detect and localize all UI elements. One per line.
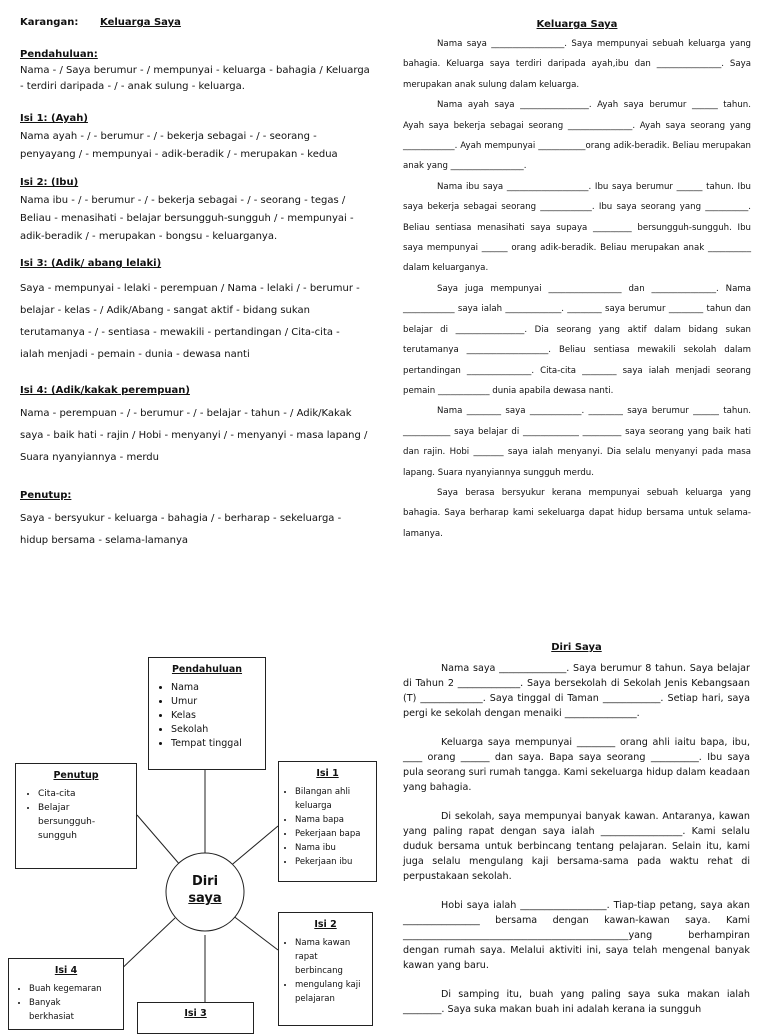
list-item: • Sekolah [171, 723, 265, 737]
story-paragraph: Nama ibu saya ___________________. Ibu saya berumur ______ tahun. Ibu saya bekerja sebagai seorang ____________. Ibu saya seorang yang __________. Beliau sentiasa menasihati saya supaya _________ bersungguh-sungguh. Ibu saya mempunyai ______ orang adik-beradik. Beliau merupakan anak __________ dalam keluarganya. [403, 181, 751, 274]
section-line: Suara nyanyiannya - merdu [20, 452, 159, 463]
box-penutup [15, 763, 137, 869]
box-list [279, 785, 376, 869]
story-paragraph: Nama saya _________________. Saya mempunyai sebuah keluarga yang bahagia. Keluarga saya terdiri daripada ayah,ibu dan _______________. Saya merupakan anak sulung dalam keluarga. [403, 39, 751, 90]
box-title: Pendahuluan [171, 664, 243, 675]
section-line: saya - baik hati - rajin / Hobi - menyanyi / - menyanyi - masa lapang / [20, 430, 368, 441]
section-heading: Isi 2: (Ibu) [20, 177, 79, 188]
story-paragraph: Di sekolah, saya mempunyai banyak kawan. Antaranya, kawan yang paling rapat dengan saya ialah _________________. Kami selalu duduk bersama untuk berbincang tentang pelajaran. Selain itu, kami juga selalu mengulang kaji bersama-sama pada waktu rehat di perpustakaan sekolah. [403, 811, 750, 882]
box-isi3 [137, 1002, 254, 1034]
section-line: Nama ayah - / - berumur - / - bekerja sebagai - / - seorang - [20, 131, 317, 142]
section-line: hidup bersama - selama-lamanya [20, 535, 189, 546]
box-list [16, 787, 136, 843]
story-title: Diri Saya [551, 642, 602, 653]
list-item: • Nama [171, 681, 265, 695]
section-heading: Pendahuluan: [20, 49, 98, 60]
connector-line [115, 918, 175, 975]
connector-line [137, 815, 181, 866]
story-paragraph: Nama saya ______________. Saya berumur 8 tahun. Saya belajar di Tahun 2 _____________. Saya bersekolah di Sekolah Jenis Kebangsaan (T) _____________. Saya tinggal di Taman ____________. Setiap hari, saya pergi ke sekolah dengan menaiki _______________. [403, 663, 750, 719]
story-title: Keluarga Saya [536, 19, 618, 30]
section-line: penyayang / - mempunyai - adik-beradik / - merupakan - kedua [20, 149, 338, 160]
box-title: Isi 2 [314, 919, 337, 930]
box-title: Isi 3 [184, 1008, 207, 1019]
karangan-label: Karangan: [20, 17, 79, 28]
connector-line [228, 826, 278, 868]
story-paragraph: Nama ayah saya ________________. Ayah saya berumur ______ tahun. Ayah saya bekerja sebagai seorang _______________. Ayah saya seorang yang ____________. Ayah mempunyai ___________orang adik-beradik. Beliau merupakan anak yang _________________. [403, 100, 751, 172]
story-paragraph: Nama ________ saya ____________. ________ saya berumur ______ tahun. ___________ saya belajar di _____________ _________ saya seorang yang baik hati dan rajin. Hobi _______ saya ialah menyanyi. Dia selalu menyanyi pada masa lapang. Suara nyanyiannya sungguh merdu. [403, 406, 751, 478]
section-line: Nama ibu - / - berumur - / - bekerja sebagai - / - seorang - tegas / [20, 195, 346, 206]
section-line: ialah menjadi - pemain - dunia - dewasa nanti [20, 349, 250, 360]
box-list [149, 681, 265, 751]
keluarga-saya-story [403, 19, 751, 544]
list-item: • Banyak berkhasiat [29, 996, 81, 1024]
box-title: Isi 4 [54, 965, 78, 976]
list-item: • Umur [171, 695, 265, 709]
box-isi4 [8, 958, 124, 1030]
list-item: • Nama bapa [295, 813, 376, 827]
box-title: Penutup [53, 770, 99, 781]
story-paragraph: Hobi saya ialah __________________. Tiap-tiap petang, saya akan ________________ bersama dengan kawan-kawan saya. Kami _______________________________________________yang berhampiran dengan rumah saya. Melalui aktiviti ini, saya telah mengenal banyak kawan yang baru. [403, 900, 750, 971]
box-isi2 [278, 912, 373, 1026]
section-heading: Isi 3: (Adik/ abang lelaki) [20, 258, 162, 269]
story-paragraph: Keluarga saya mempunyai ________ orang ahli iaitu bapa, ibu, ____ orang ______ dan saya. Bapa saya seorang __________. Ibu saya pula seorang suri rumah tangga. Kami sekeluarga hidup dalam keadaan yang bahagia. [403, 737, 750, 793]
mindmap-center [166, 873, 244, 907]
box-pendahuluan [148, 657, 266, 770]
box-isi1 [278, 761, 377, 882]
story-paragraph: Di samping itu, buah yang paling saya suka makan ialah ________. Saya suka makan buah ini adalah kerana ia sungguh [403, 989, 750, 1015]
section-line: - terdiri daripada - / - anak sulung - keluarga. [20, 81, 245, 92]
list-item: • Pekerjaan ibu [295, 855, 376, 869]
box-list [279, 936, 372, 1006]
section-line: terutamanya - / - sentiasa - mewakili - pertandingan / Cita-cita - [20, 327, 340, 338]
section-line: Nama - perempuan - / - berumur - / - belajar - tahun - / Adik/Kakak [20, 408, 352, 419]
section-line: adik-beradik / - merupakan - bongsu - keluarganya. [20, 231, 278, 242]
section-heading: Isi 1: (Ayah) [20, 113, 88, 124]
diri-saya-story [403, 642, 750, 1031]
list-item: • Kelas [171, 709, 265, 723]
section-line: belajar - kelas - / Adik/Abang - sangat aktif - bidang sukan [20, 305, 310, 316]
list-item: • Buah kegemaran [29, 982, 123, 996]
list-item: • Nama ibu [295, 841, 376, 855]
list-item: • Tempat tinggal [171, 737, 265, 751]
list-item: • Nama kawan rapat berbincang [295, 936, 351, 978]
list-item: • mengulang kaji pelajaran [295, 978, 361, 1006]
section-heading: Isi 4: (Adik/kakak perempuan) [20, 385, 190, 396]
list-item: • Bilangan ahli keluarga [295, 785, 376, 813]
box-title: Isi 1 [316, 768, 339, 779]
section-heading: Penutup: [20, 490, 72, 501]
section-line: Saya - mempunyai - lelaki - perempuan / Nama - lelaki / - berumur - [20, 283, 360, 294]
story-paragraph: Saya juga mempunyai _________________ dan _______________. Nama ____________ saya ialah _____________. ________ saya berumur ________ tahun dan belajar di ________________. Dia seorang yang aktif dalam bidang sukan terutamanya ___________________. Beliau sentiasa mewakili sekolah dalam pertandingan _______________. Cita-cita ________ saya ialah menjadi seorang pemain ____________ dunia apabila dewasa nanti. [403, 283, 751, 396]
box-list [9, 982, 123, 1024]
list-item: • Pekerjaan bapa [295, 827, 376, 841]
section-line: Beliau - menasihati - belajar bersungguh-sungguh / - mempunyai - [20, 213, 354, 224]
connector-line [232, 915, 278, 950]
list-item: • Cita-cita [38, 787, 136, 801]
section-line: Saya - bersyukur - keluarga - bahagia / - berharap - sekeluarga - [20, 513, 342, 524]
story-paragraph: Saya berasa bersyukur kerana mempunyai sebuah keluarga yang bahagia. Saya berharap kami sekeluarga dapat hidup bersama untuk selama-lamanya. [403, 487, 751, 539]
section-line: Nama - / Saya berumur - / mempunyai - keluarga - bahagia / Keluarga [20, 65, 370, 76]
karangan-title: Keluarga Saya [100, 17, 181, 28]
list-item: • Belajar bersungguh-sungguh [38, 801, 102, 843]
center-line: saya [188, 891, 222, 906]
center-line: Diri [191, 874, 219, 889]
